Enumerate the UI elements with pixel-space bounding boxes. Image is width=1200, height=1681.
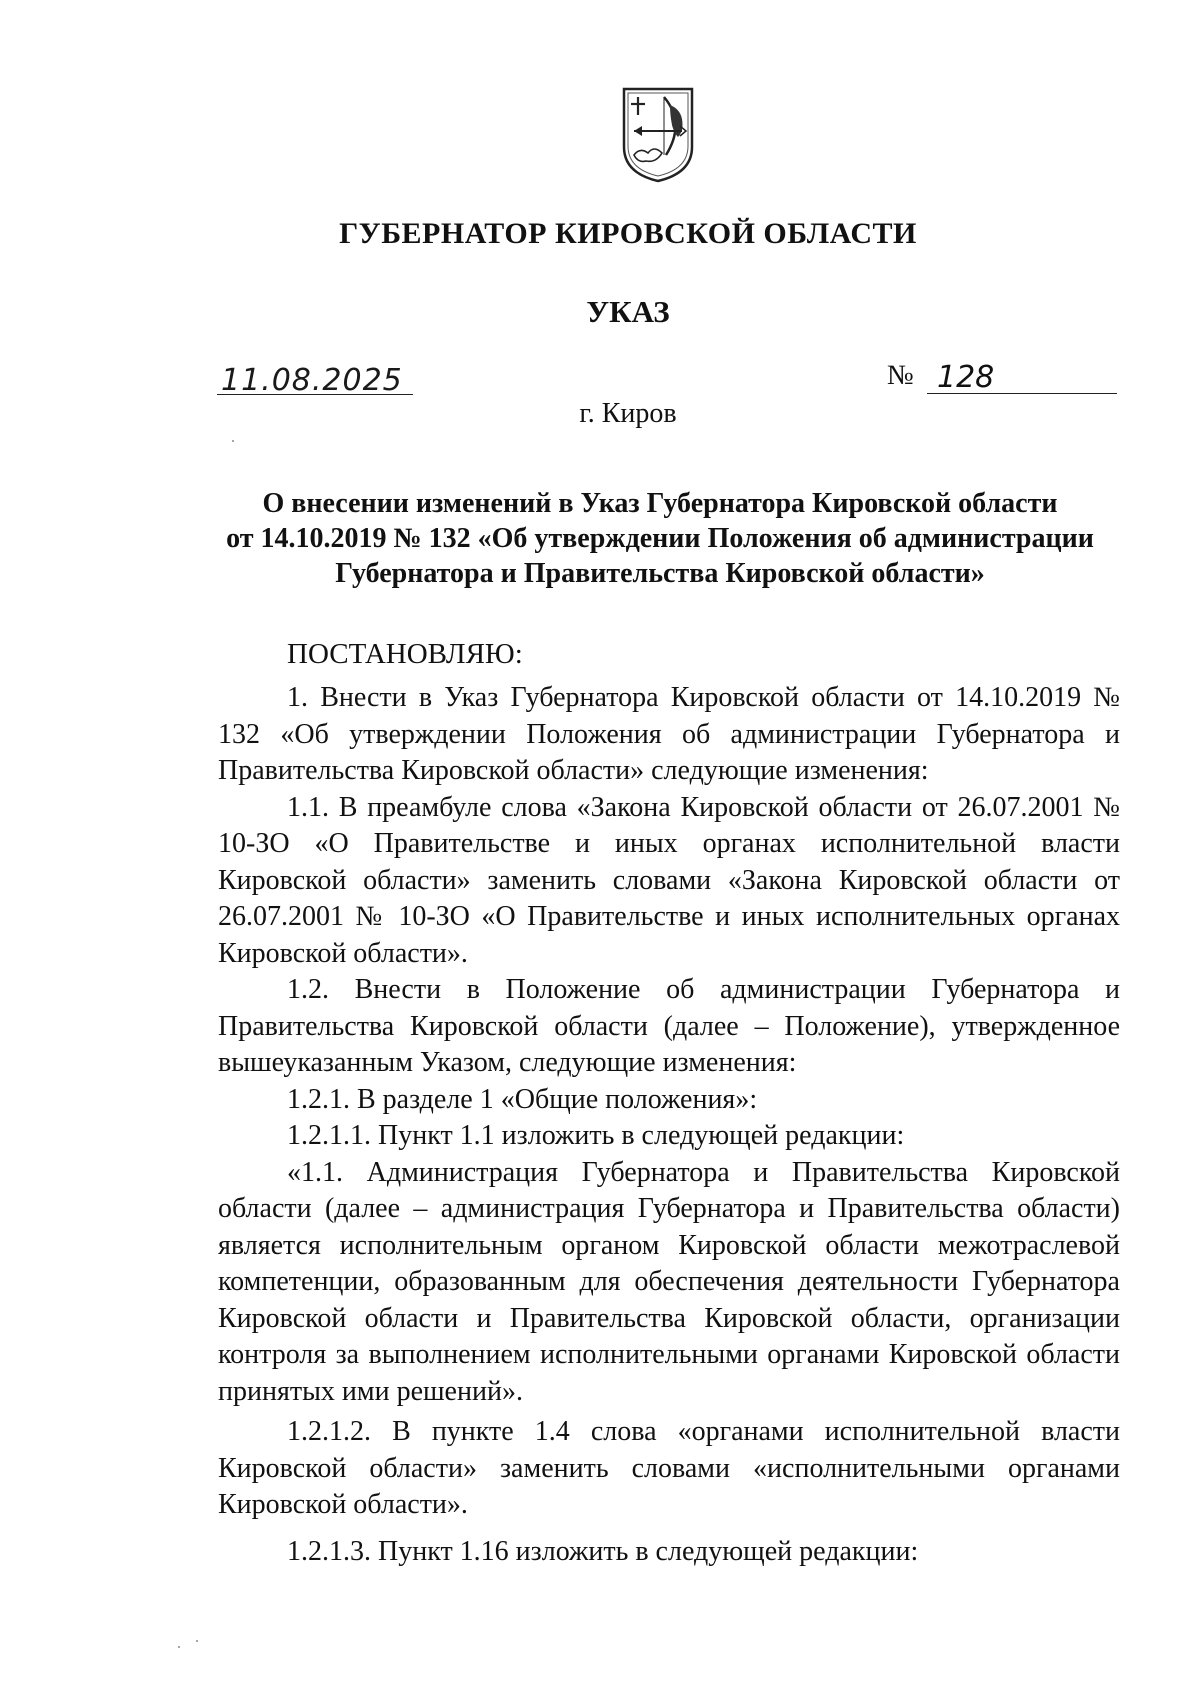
decree-word: ПОСТАНОВЛЯЮ: [287, 638, 523, 670]
number-underline [927, 357, 1117, 394]
subject-line: Губернатора и Правительства Кировской области» [335, 558, 985, 589]
paragraph: 1. Внести в Указ Губернатора Кировской области от 14.10.2019 № 132 «Об утверждении Положения об администрации Губернатора и Правительства Кировской области» следующие изменения: [218, 682, 1120, 786]
paragraph: 1.2. Внести в Положение об администрации Губернатора и Правительства Кировской области (далее – Положение), утвержденное вышеуказанным Указом, следующие изменения: [218, 974, 1120, 1078]
paragraph: 1.1. В преамбуле слова «Закона Кировской области от 26.07.2001 № 10-ЗО «О Правительстве и иных органах исполнительной власти Кировской области» заменить словами «Закона Кировской области от 26.07.2001 № 10-ЗО «О Правительстве и иных исполнительных органах Кировской области». [218, 791, 1120, 969]
scan-speck [232, 440, 234, 442]
paragraph: 1.2.1.1. Пункт 1.1 изложить в следующей редакции: [287, 1120, 905, 1151]
paragraph: «1.1. Администрация Губернатора и Правительства Кировской области (далее – администрация Губернатора и Правительства области) является исполнительным органом Кировской области межотраслевой компетенции, образованным для обеспечения деятельности Губернатора Кировской области и Правительства Кировской области, организации контроля за выполнением исполнительными органами Кировской области принятых ими решений». [218, 1156, 1120, 1407]
date-field [217, 358, 413, 398]
number-field [887, 358, 1117, 394]
scan-speck [178, 1646, 180, 1648]
handwritten-date: 11.08.2025 [221, 363, 403, 398]
paragraph: 1.2.1.2. В пункте 1.4 слова «органами исполнительной власти Кировской области» заменить словами «исполнительными органами Кировской области». [218, 1416, 1120, 1520]
city: г. Киров [579, 398, 677, 429]
handwritten-number: 128 [937, 360, 995, 395]
document-body [218, 680, 1120, 1570]
document-type: УКАЗ [586, 294, 670, 329]
scan-speck [196, 1640, 198, 1642]
subject-line: О внесении изменений в Указ Губернатора Кировской области [262, 488, 1058, 519]
paragraph: 1.2.1. В разделе 1 «Общие положения»: [287, 1083, 758, 1115]
number-label: № [887, 360, 914, 391]
subject-line: от 14.10.2019 № 132 «Об утверждении Положения об администрации [226, 523, 1094, 554]
organization-title: ГУБЕРНАТОР КИРОВСКОЙ ОБЛАСТИ [339, 217, 917, 250]
paragraph: 1.2.1.3. Пункт 1.16 изложить в следующей редакции: [287, 1535, 919, 1567]
document-subject [200, 486, 1120, 591]
coat-of-arms-emblem [620, 85, 696, 185]
